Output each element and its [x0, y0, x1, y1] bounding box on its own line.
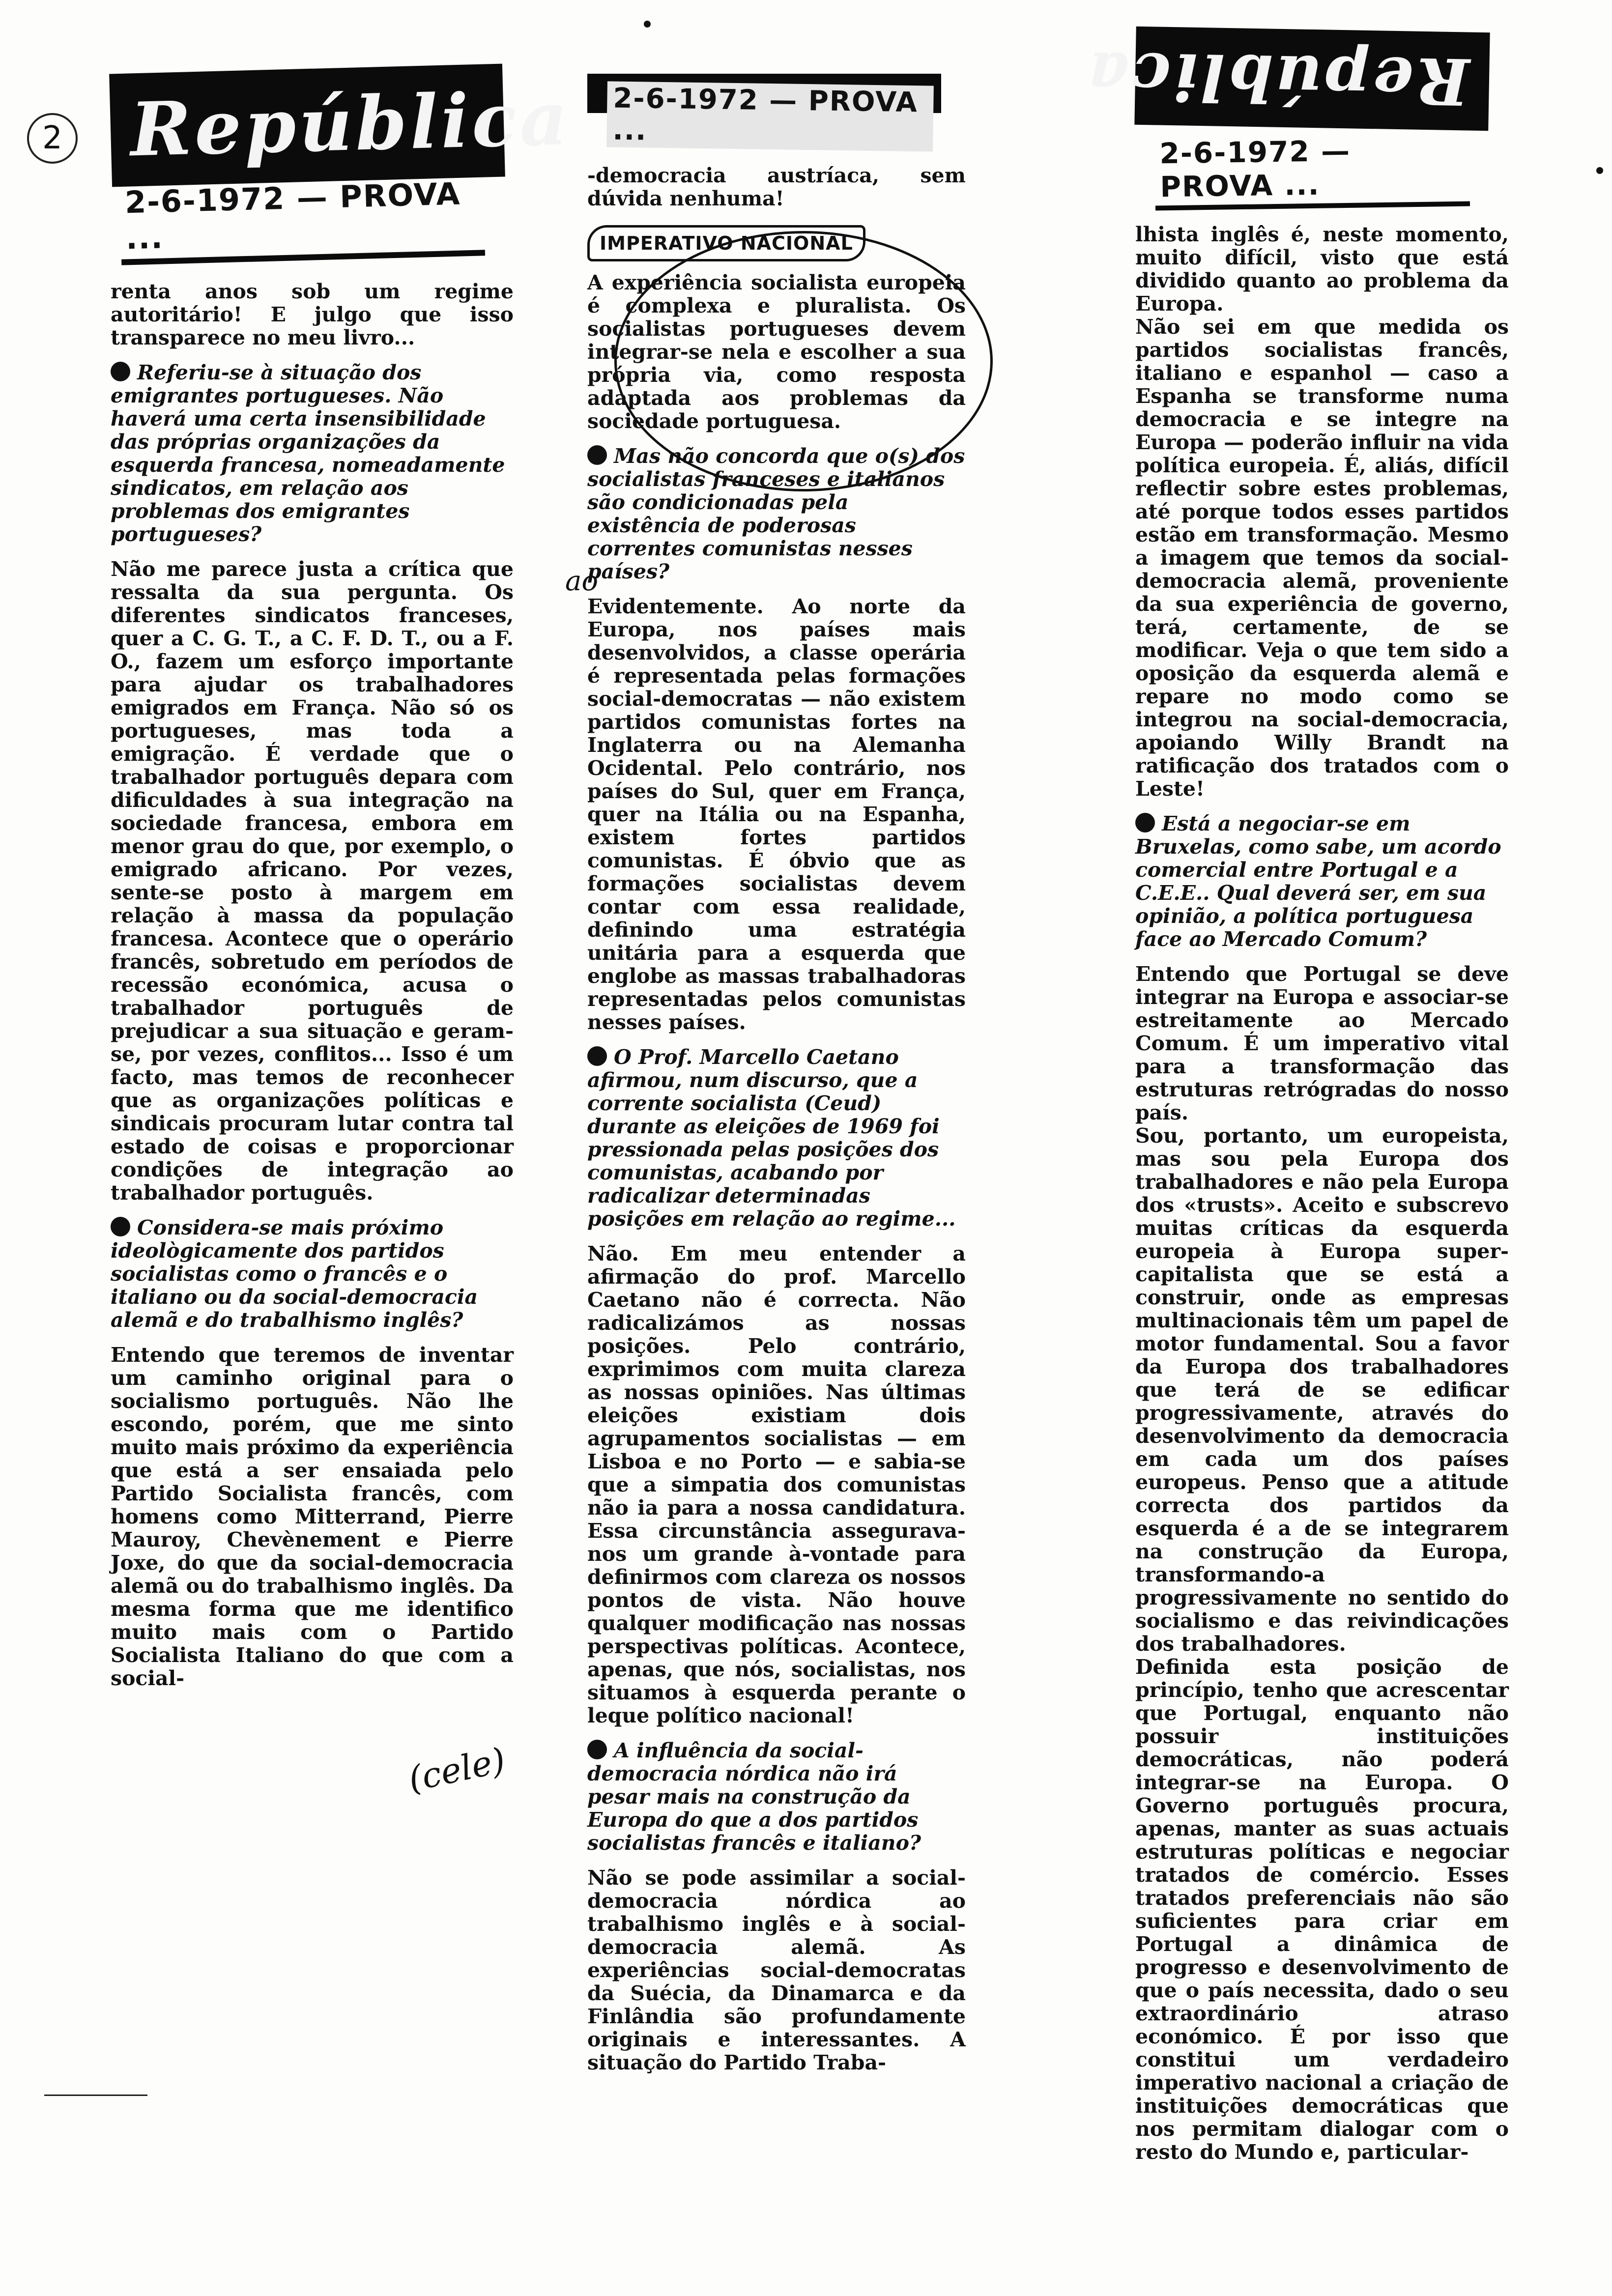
margin-rule	[44, 2095, 147, 2096]
handwritten-margin-note: (cele)	[404, 1740, 509, 1800]
paragraph: Entendo que Portugal se deve integrar na Europa e associar-se estreitamente ao Mercado Comum. É um imperativo vital para a transformação das estruturas retrógradas do nosso país.	[1135, 962, 1509, 1124]
proof-date-stamp: 2-6-1972 — PROVA ...	[119, 172, 485, 265]
paragraph: Não sei em que medida os partidos socialistas francês, italiano e espanhol — caso a Espanha se transforme numa democracia e se integre na Europa — poderão influir na vida política europeia. É, aliás, difícil reflectir sobre estes problemas, até porque todos esses partidos estão em transformação. Mesmo a imagem que temos da social-democracia alemã, proveniente da sua experiência de governo, terá, certamente, de se modificar. Veja o que tem sido a oposição da esquerda alemã e repare no modo como se integrou na social-democracia, apoiando Willy Brandt na ratificação dos tratados com o Leste!	[1135, 315, 1509, 801]
bullet-icon	[587, 1740, 607, 1759]
paragraph: A experiência socialista europeia é complexa e pluralista. Os socialistas portugueses devem integrar-se nela e escolher a sua própria via, como resposta adaptada aos problemas da sociedade portuguesa.	[587, 271, 966, 433]
ink-speck	[1596, 167, 1603, 174]
column-3	[1084, 29, 1509, 2164]
interview-question: A influência da social-democracia nórdica não irá pesar mais na construção da Europa do que a dos partidos socialistas francês e italiano?	[587, 1739, 921, 1855]
paragraph: Entendo que teremos de inventar um caminho original para o socialismo português. Não lhe escondo, porém, que me sinto muito mais próximo da experiência que está a ser ensaiada pelo Partido Socialista francês, com homens como Mitterrand, Pierre Mauroy, Chevènement e Pierre Joxe, do que da social-democracia alemã ou do trabalhismo inglês. Da mesma forma que me identifico muito mais com o Partido Socialista Italiano do que com a social-	[111, 1343, 514, 1690]
paragraph: Definida esta posição de princípio, tenho que acrescentar que Portugal, enquanto não possuir instituições democráticas, não poderá integrar-se na Europa. O Governo português procura, apenas, manter as suas actuais estruturas políticas e negociar tratados de comércio. Esses tratados preferenciais não são suficientes para criar em Portugal a dinâmica de progresso e desenvolvimento de que o país necessita, dado o seu extraordinário atraso económico. É por isso que constitui um verdadeiro imperativo nacional a criação de instituições democráticas que nos permitam dialogar com o resto do Mundo e, particular-	[1135, 1655, 1509, 2164]
paragraph: Não se pode assimilar a social-democracia nórdica ao trabalhismo inglês e à social-democracia alemã. As experiências social-democratas da Suécia, da Dinamarca e da Finlândia são profundamente originais e interessantes. A situação do Partido Traba-	[587, 1866, 966, 2074]
interview-question: Referiu-se à situação dos emigrantes portugueses. Não haverá uma certa insensibilidade das próprias organizações da esquerda francesa, nomeadamente sindicatos, em relação aos problemas dos emigrantes portugueses?	[111, 361, 505, 546]
proof-date-stamp: 2-6-1972 — PROVA ...	[1154, 131, 1470, 211]
masthead-logo: República	[109, 64, 505, 187]
bullet-icon	[111, 362, 130, 381]
paragraph: Evidentemente. Ao norte da Europa, nos países mais desenvolvidos, a classe operária é representada pelas formações social-democratas — não existem partidos comunistas fortes na Inglaterra ou na Alemanha Ocidental. Pelo contrário, nos países do Sul, quer em França, quer na Itália ou na Espanha, existem fortes partidos comunistas. É óbvio que as formações socialistas devem contar com essa realidade, definindo uma estratégia unitária para a esquerda que englobe as massas trabalhadoras representadas pelos comunistas nesses países.	[587, 595, 966, 1034]
bullet-icon	[587, 445, 607, 465]
interview-question: O Prof. Marcello Caetano afirmou, num discurso, que a corrente socialista (Ceud) durante as eleições de 1969 foi pressionada pelas posições dos comunistas, acabando por radicalizar determinadas posições em relação ao regime...	[587, 1045, 956, 1231]
proof-date-stamp: 2-6-1972 — PROVA ...	[606, 81, 934, 151]
section-subhead: IMPERATIVO NACIONAL	[587, 225, 865, 261]
paragraph: -democracia austríaca, sem dúvida nenhuma!	[587, 164, 966, 210]
interview-question: Está a negociar-se em Bruxelas, como sabe, um acordo comercial entre Portugal e a C.E.E.. Qual deverá ser, em sua opinião, a política portuguesa face ao Mercado Comum?	[1135, 812, 1501, 951]
circled-page-number: 2	[27, 113, 78, 164]
interview-question: Considera-se mais próximo ideològicamente dos partidos socialistas como o francês e o italiano ou da social-democracia alemã e do trabalhismo inglês?	[111, 1216, 478, 1332]
column-1	[111, 69, 572, 1690]
bullet-icon	[587, 1046, 607, 1066]
paragraph: Não. Em meu entender a afirmação do prof. Marcello Caetano não é correcta. Não radicalizámos as nossas posições. Pelo contrário, exprimimos com muita clareza as nossas opiniões. Nas últimas eleições existiam dois agrupamentos socialistas — em Lisboa e no Porto — e sabia-se que a simpatia dos comunistas não ia para a nossa candidatura. Essa circunstância assegurava-nos um grande à-vontade para definirmos com clareza os nossos pontos de vista. Não houve qualquer modificação nas nossas perspectivas políticas. Acontece, apenas, que nós, socialistas, nos situamos à esquerda perante o leque político nacional!	[587, 1242, 966, 1727]
paragraph: lhista inglês é, neste momento, muito difícil, visto que está dividido quanto ao problema da Europa.	[1135, 223, 1509, 316]
paragraph: Sou, portanto, um europeista, mas sou pela Europa dos trabalhadores e não pela Europa dos «trusts». Aceito e subscrevo muitas críticas da esquerda europeia à Europa super-capitalista que se está a construir, onde as empresas multinacionais têm um papel de motor fundamental. Sou a favor da Europa dos trabalhadores que terá de se edificar progressivamente, através do desenvolvimento da democracia em cada um dos países europeus. Penso que a atitude correcta dos partidos da esquerda é a de se integrarem na construção da Europa, transformando-a progressivamente no sentido do socialismo e das reivindicações dos trabalhadores.	[1135, 1124, 1509, 1656]
paragraph: Não me parece justa a crítica que ressalta da sua pergunta. Os diferentes sindicatos franceses, quer a C. G. T., a C. F. D. T., ou a F. O., fazem um esforço importante para ajudar os trabalhadores emigrados em França. Não só os portugueses, mas toda a emigração. É verdade que o trabalhador português depara com dificuldades à sua integração na sociedade francesa, embora em menor grau do que, por exemplo, o emigrado africano. Por vezes, sente-se posto à margem em relação à massa da população francesa. Acontece que o operário francês, sobretudo em períodos de recessão económica, acusa o trabalhador português de prejudicar a sua situação e geram-se, por vezes, conflitos... Isso é um facto, mas temos de reconhecer que as organizações políticas e sindicais procuram lutar contra tal estado de coisas e proporcionar condições de integração ao trabalhador português.	[111, 557, 514, 1205]
interview-question: Mas não concorda que o(s) dos socialistas franceses e italianos são condicionadas pela existência de poderosas correntes comunistas nesses países?	[587, 444, 965, 583]
bullet-icon	[1135, 813, 1155, 832]
ink-speck	[644, 21, 651, 28]
paragraph: renta anos sob um regime autoritário! E julgo que isso transparece no meu livro...	[111, 280, 514, 349]
handwritten-circle-mark	[614, 231, 993, 491]
masthead-logo-mirrored: República	[1134, 27, 1490, 131]
margin-note-arrow: ao	[565, 565, 599, 597]
bullet-icon	[111, 1217, 130, 1236]
